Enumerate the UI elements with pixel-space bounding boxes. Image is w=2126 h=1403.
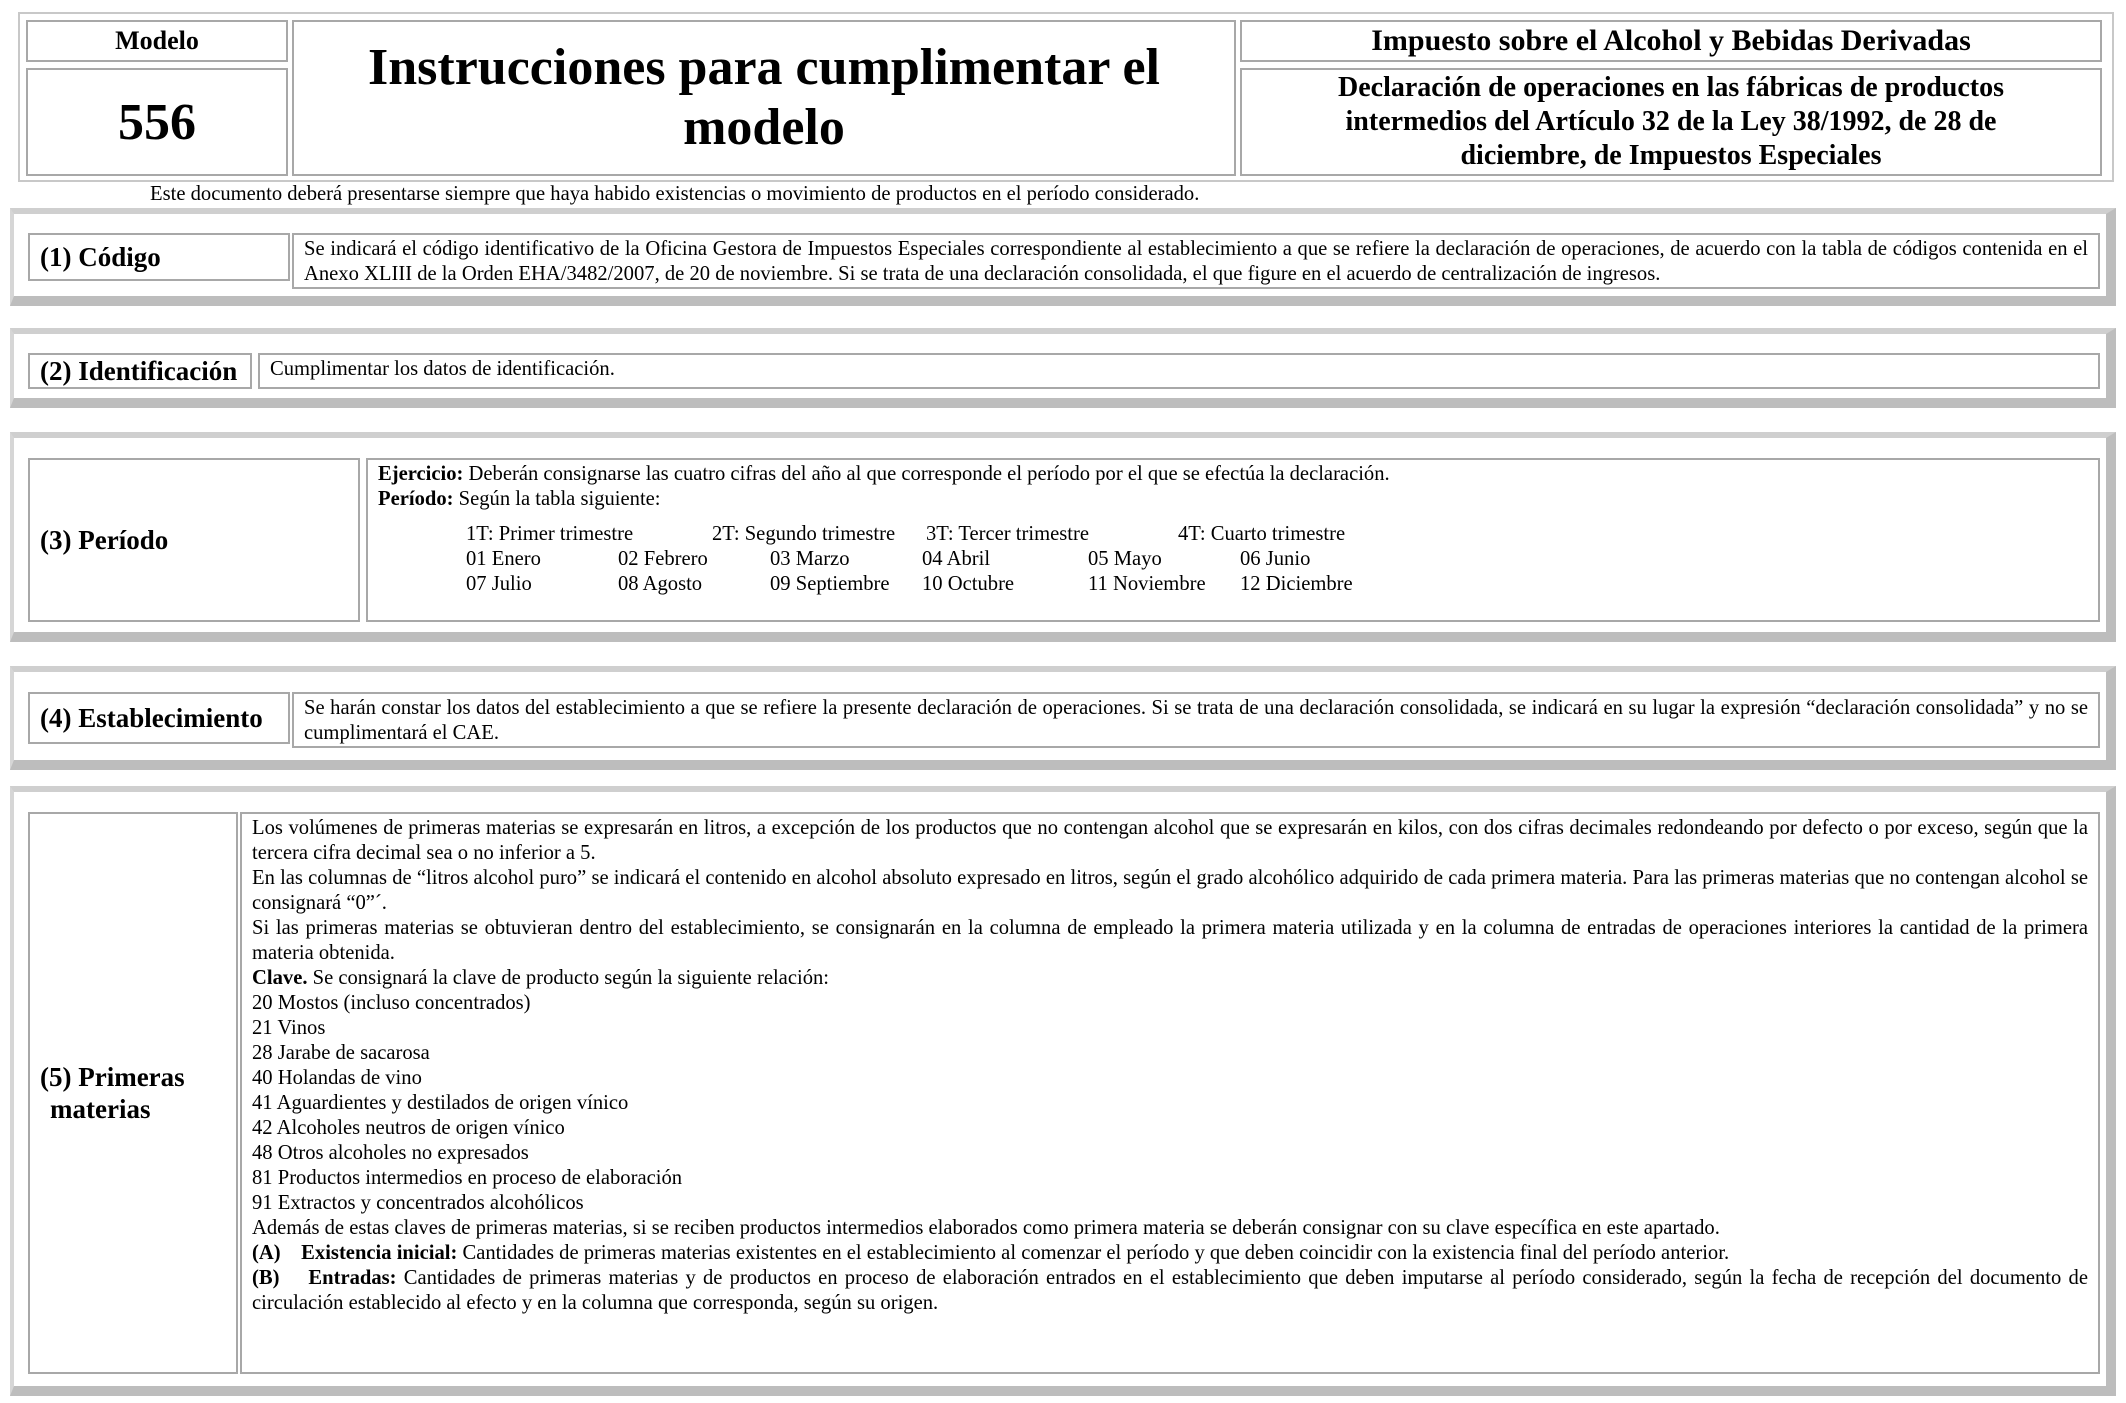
periodo-cell: 07 Julio xyxy=(466,573,532,595)
periodo-row-months-2 xyxy=(466,572,2088,597)
section-text-periodo xyxy=(366,458,2100,622)
section-text-codigo: Se indicará el código identificativo de la Oficina Gestora de Impuestos Especiales correspondiente al establecimiento a que se refiere la declaración de operaciones, de acuerdo con la tabla de códigos contenida en el Anexo XLIII de la Orden EHA/3482/2007, de 20 de noviembre. Si se trata de una declaración consolidada, el que figure en el acuerdo de centralización de ingresos. xyxy=(292,233,2100,289)
periodo-cell: 12 Diciembre xyxy=(1240,573,1353,595)
section-text-primeras-materias xyxy=(240,812,2100,1374)
periodo-cell: 04 Abril xyxy=(922,548,991,570)
primeras-paragraph: En las columnas de “litros alcohol puro” se indicará el contenido en alcohol absoluto expresado en litros, según el grado alcohólico adquirido de cada primera materia. Para las primeras materias que no contengan alcohol se consignará “0”´. xyxy=(252,867,2088,914)
periodo-cell: 06 Junio xyxy=(1240,548,1311,570)
periodo-cell: 1T: Primer trimestre xyxy=(466,523,634,545)
tax-name: Impuesto sobre el Alcohol y Bebidas Derivadas xyxy=(1240,20,2102,62)
periodo-cell: 02 Febrero xyxy=(618,548,708,570)
section-primeras-materias xyxy=(10,786,2116,1396)
modelo-number: 556 xyxy=(26,68,288,176)
clave-label: Clave. xyxy=(252,967,308,989)
section-text-establecimiento: Se harán constar los datos del establecimiento a que se refiere la presente declaración de operaciones. Si se trata de una declaración consolidada, se indicará en su lugar la expresión “declaración consolidada” y no se cumplimentará el CAE. xyxy=(292,692,2100,748)
periodo-row-months-1 xyxy=(466,547,2088,572)
declaration-subtitle: Declaración de operaciones en las fábricas de productos intermedios del Artículo 32 de la Ley 38/1992, de 28 de diciembre, de Impuestos Especiales xyxy=(1240,68,2102,176)
clave-text: Se consignará la clave de producto según la siguiente relación: xyxy=(307,967,830,989)
section-label-establecimiento: (4) Establecimiento xyxy=(28,692,290,744)
existencia-inicial-label: (A) Existencia inicial: xyxy=(252,1242,458,1264)
ejercicio-label: Ejercicio: xyxy=(378,463,464,485)
section-periodo xyxy=(10,432,2116,642)
periodo-cell: 2T: Segundo trimestre xyxy=(712,523,896,545)
periodo-text: Según la tabla siguiente: xyxy=(453,488,661,510)
clave-item: 81 Productos intermedios en proceso de elaboración xyxy=(252,1167,683,1189)
presentation-note: Este documento deberá presentarse siempre que haya habido existencias o movimiento de productos en el período considerado. xyxy=(150,183,1200,205)
section-codigo xyxy=(10,208,2116,306)
clave-item: 42 Alcoholes neutros de origen vínico xyxy=(252,1117,565,1139)
clave-item: 20 Mostos (incluso concentrados) xyxy=(252,992,531,1014)
section-label-codigo: (1) Código xyxy=(28,233,290,281)
periodo-cell: 01 Enero xyxy=(466,548,541,570)
section-label-primeras-materias xyxy=(28,812,238,1374)
primeras-paragraph: Los volúmenes de primeras materias se expresarán en litros, a excepción de los productos que no contengan alcohol que se expresarán en kilos, con dos cifras decimales redondeando por defecto o por exceso, según que la tercera cifra decimal sea o no inferior a 5. xyxy=(252,817,2088,864)
periodo-cell: 09 Septiembre xyxy=(770,573,890,595)
clave-item: 41 Aguardientes y destilados de origen vínico xyxy=(252,1092,629,1114)
ejercicio-text: Deberán consignarse las cuatro cifras del año al que corresponde el período por el que se efectúa la declaración. xyxy=(463,463,1390,485)
periodo-label: Período: xyxy=(378,488,454,510)
clave-item: 21 Vinos xyxy=(252,1017,326,1039)
periodo-cell: 3T: Tercer trimestre xyxy=(926,523,1089,545)
clave-item: 40 Holandas de vino xyxy=(252,1067,422,1089)
section-establecimiento xyxy=(10,666,2116,770)
primeras-label-line2: materias xyxy=(50,1094,151,1124)
section-identificacion xyxy=(10,328,2116,408)
page-title: Instrucciones para cumplimentar el modelo xyxy=(292,20,1236,176)
periodo-cell: 08 Agosto xyxy=(618,573,703,595)
modelo-label: Modelo xyxy=(26,20,288,62)
section-label-identificacion: (2) Identificación xyxy=(28,353,252,389)
section-text-identificacion: Cumplimentar los datos de identificación. xyxy=(258,353,2100,389)
clave-item: 91 Extractos y concentrados alcohólicos xyxy=(252,1192,584,1214)
periodo-cell: 4T: Cuarto trimestre xyxy=(1178,523,1346,545)
entradas-text: Cantidades de primeras materias y de productos en proceso de elaboración entrados en el establecimiento que deben imputarse al período considerado, según la fecha de recepción del documento de circulación establecido al efecto y en la columna que corresponda, según su origen. xyxy=(252,1267,2088,1314)
periodo-cell: 03 Marzo xyxy=(770,548,850,570)
clave-item: 28 Jarabe de sacarosa xyxy=(252,1042,430,1064)
periodo-row-trimestres xyxy=(466,522,2088,547)
section-label-periodo: (3) Período xyxy=(28,458,360,622)
periodo-cell: 05 Mayo xyxy=(1088,548,1162,570)
periodo-table xyxy=(466,522,2088,597)
primeras-label-line1: (5) Primeras xyxy=(40,1061,185,1092)
primeras-paragraph: Además de estas claves de primeras materias, si se reciben productos intermedios elaborados como primera materia se deberán consignar con su clave específica en este apartado. xyxy=(252,1217,1720,1239)
periodo-cell: 10 Octubre xyxy=(922,573,1015,595)
entradas-label: (B) Entradas: xyxy=(252,1267,397,1289)
primeras-paragraph: Si las primeras materias se obtuvieran dentro del establecimiento, se consignarán en la columna de empleado la primera materia utilizada y en la columna de entradas de operaciones interiores la cantidad de la primera materia obtenida. xyxy=(252,917,2088,964)
periodo-cell: 11 Noviembre xyxy=(1088,573,1206,595)
clave-item: 48 Otros alcoholes no expresados xyxy=(252,1142,529,1164)
existencia-inicial-text: Cantidades de primeras materias existentes en el establecimiento al comenzar el período y que deben coincidir con la existencia final del período anterior. xyxy=(457,1242,1730,1264)
